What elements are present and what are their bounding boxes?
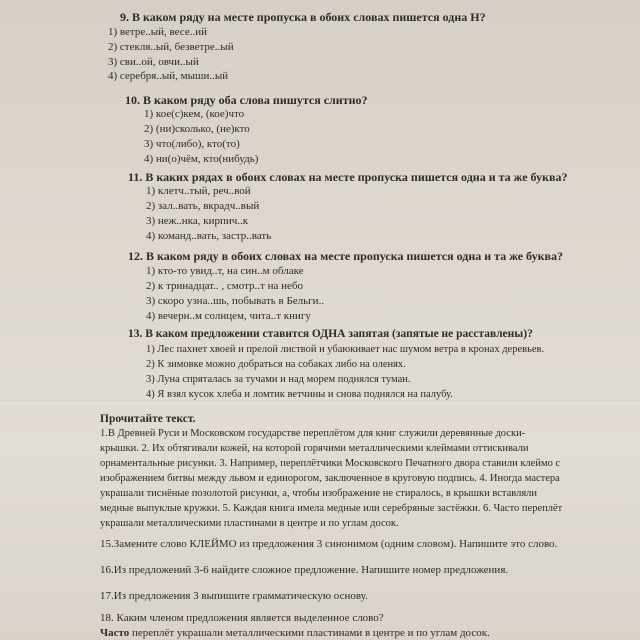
question-12-option: 3) скоро узна..шь, побывать в Бельги.. bbox=[146, 295, 325, 307]
question-12-option: 2) к тринадцат.. , смотр..т на небо bbox=[146, 280, 303, 292]
question-9-option: 1) ветре..ый, весе..ий bbox=[108, 26, 207, 38]
question-12-option: 1) кто-то увид..т, на син..м облаке bbox=[146, 265, 304, 277]
paper-fold bbox=[0, 400, 640, 404]
question-13-title: 13. В каком предложении ставится ОДНА запятая (запятые не расставлены)? bbox=[128, 328, 533, 340]
question-10-title: 10. В каком ряду оба слова пишутся слитно? bbox=[125, 93, 368, 107]
reading-line: медные выпуклые кружки. 5. Каждая книга имела медные или серебряные застёжки. 6. Часто переплёт bbox=[100, 503, 563, 514]
question-13-option: 2) К зимовке можно добраться на собаках либо на оленях. bbox=[146, 359, 406, 370]
reading-line: 1.В Древней Руси и Московском государстве переплётом для книг служили деревянные доски- bbox=[100, 428, 526, 439]
question-9-option: 2) стекля..ый, безветре..ый bbox=[108, 41, 234, 53]
reading-line: украшали тиснёные позолотой рисунки, а, чтобы изображение не стиралось, в крышки вставляли bbox=[100, 488, 538, 499]
highlighted-word: Часто bbox=[100, 627, 130, 639]
question-11-option: 1) клетч..тый, реч..вой bbox=[146, 185, 251, 197]
question-9-option: 4) серебря..ый, мыши..ый bbox=[108, 70, 229, 82]
question-11-option: 4) команд..вать, застр..вать bbox=[146, 230, 272, 242]
question-10-option: 3) что(либо), кто(то) bbox=[144, 138, 240, 150]
question-12-option: 4) вечерн..м солнцем, чита..т книгу bbox=[146, 310, 311, 322]
question-12-title: 12. В каком ряду в обоих словах на месте пропуска пишется одна и та же буква? bbox=[128, 249, 563, 263]
question-10-option: 1) кое(с)кем, (кое)что bbox=[144, 108, 245, 120]
question-13-option: 1) Лес пахнет хвоей и прелой листвой и убаюкивает нас шумом ветра в кронах деревьев. bbox=[146, 344, 545, 355]
question-13-option: 3) Луна спряталась за тучами и над морем поднялся туман. bbox=[146, 374, 411, 385]
task-17: 17.Из предложения 3 выпишите грамматическую основу. bbox=[100, 590, 368, 602]
question-9-option: 3) сви..ой, овчи..ый bbox=[108, 56, 199, 68]
question-13-option: 4) Я взял кусок хлеба и ломтик ветчины и снова поднялся на палубу. bbox=[146, 389, 453, 400]
reading-line: украшали металлическими пластинами в центре и по углам досок. bbox=[100, 518, 399, 529]
question-10-option: 2) (ни)сколько, (не)кто bbox=[144, 123, 250, 135]
task-18: 18. Каким членом предложения является выделенное слово? bbox=[100, 612, 384, 624]
question-10-option: 4) ни(о)чём, кто(нибудь) bbox=[144, 153, 259, 165]
reading-line: крышки. 2. Их обтягивали кожей, на которой горячими металлическими клеймами оттискивали bbox=[100, 443, 529, 454]
task-18-sentence-rest: переплёт украшали металлическими пластинами в центре и по углам досок. bbox=[129, 627, 490, 639]
question-11-option: 2) зал..вать, вкрадч..вый bbox=[146, 200, 260, 212]
task-18-sentence bbox=[100, 627, 490, 639]
task-15: 15.Замените слово КЛЕЙМО из предложения 3 синонимом (одним словом). Напишите это слово. bbox=[100, 538, 558, 550]
question-9-title: 9. В каком ряду на месте пропуска в обоих словах пишется одна Н? bbox=[120, 10, 486, 24]
reading-line: орнаментальные рисунки. 3. Например, переплётчики Московского Печатного двора ставили клеймо с bbox=[100, 458, 561, 469]
question-11-title: 11. В каких рядах в обоих словах на месте пропуска пишется одна и та же буква? bbox=[128, 170, 568, 184]
reading-heading: Прочитайте текст. bbox=[100, 413, 196, 425]
reading-line: изображением битвы между львом и единорогом, заключенное в круговую подпись. 4. Иногда мастера bbox=[100, 473, 560, 484]
question-11-option: 3) неж..нка, кирпич..к bbox=[146, 215, 249, 227]
task-16: 16.Из предложений 3-6 найдите сложное предложение. Напишите номер предложения. bbox=[100, 564, 509, 576]
